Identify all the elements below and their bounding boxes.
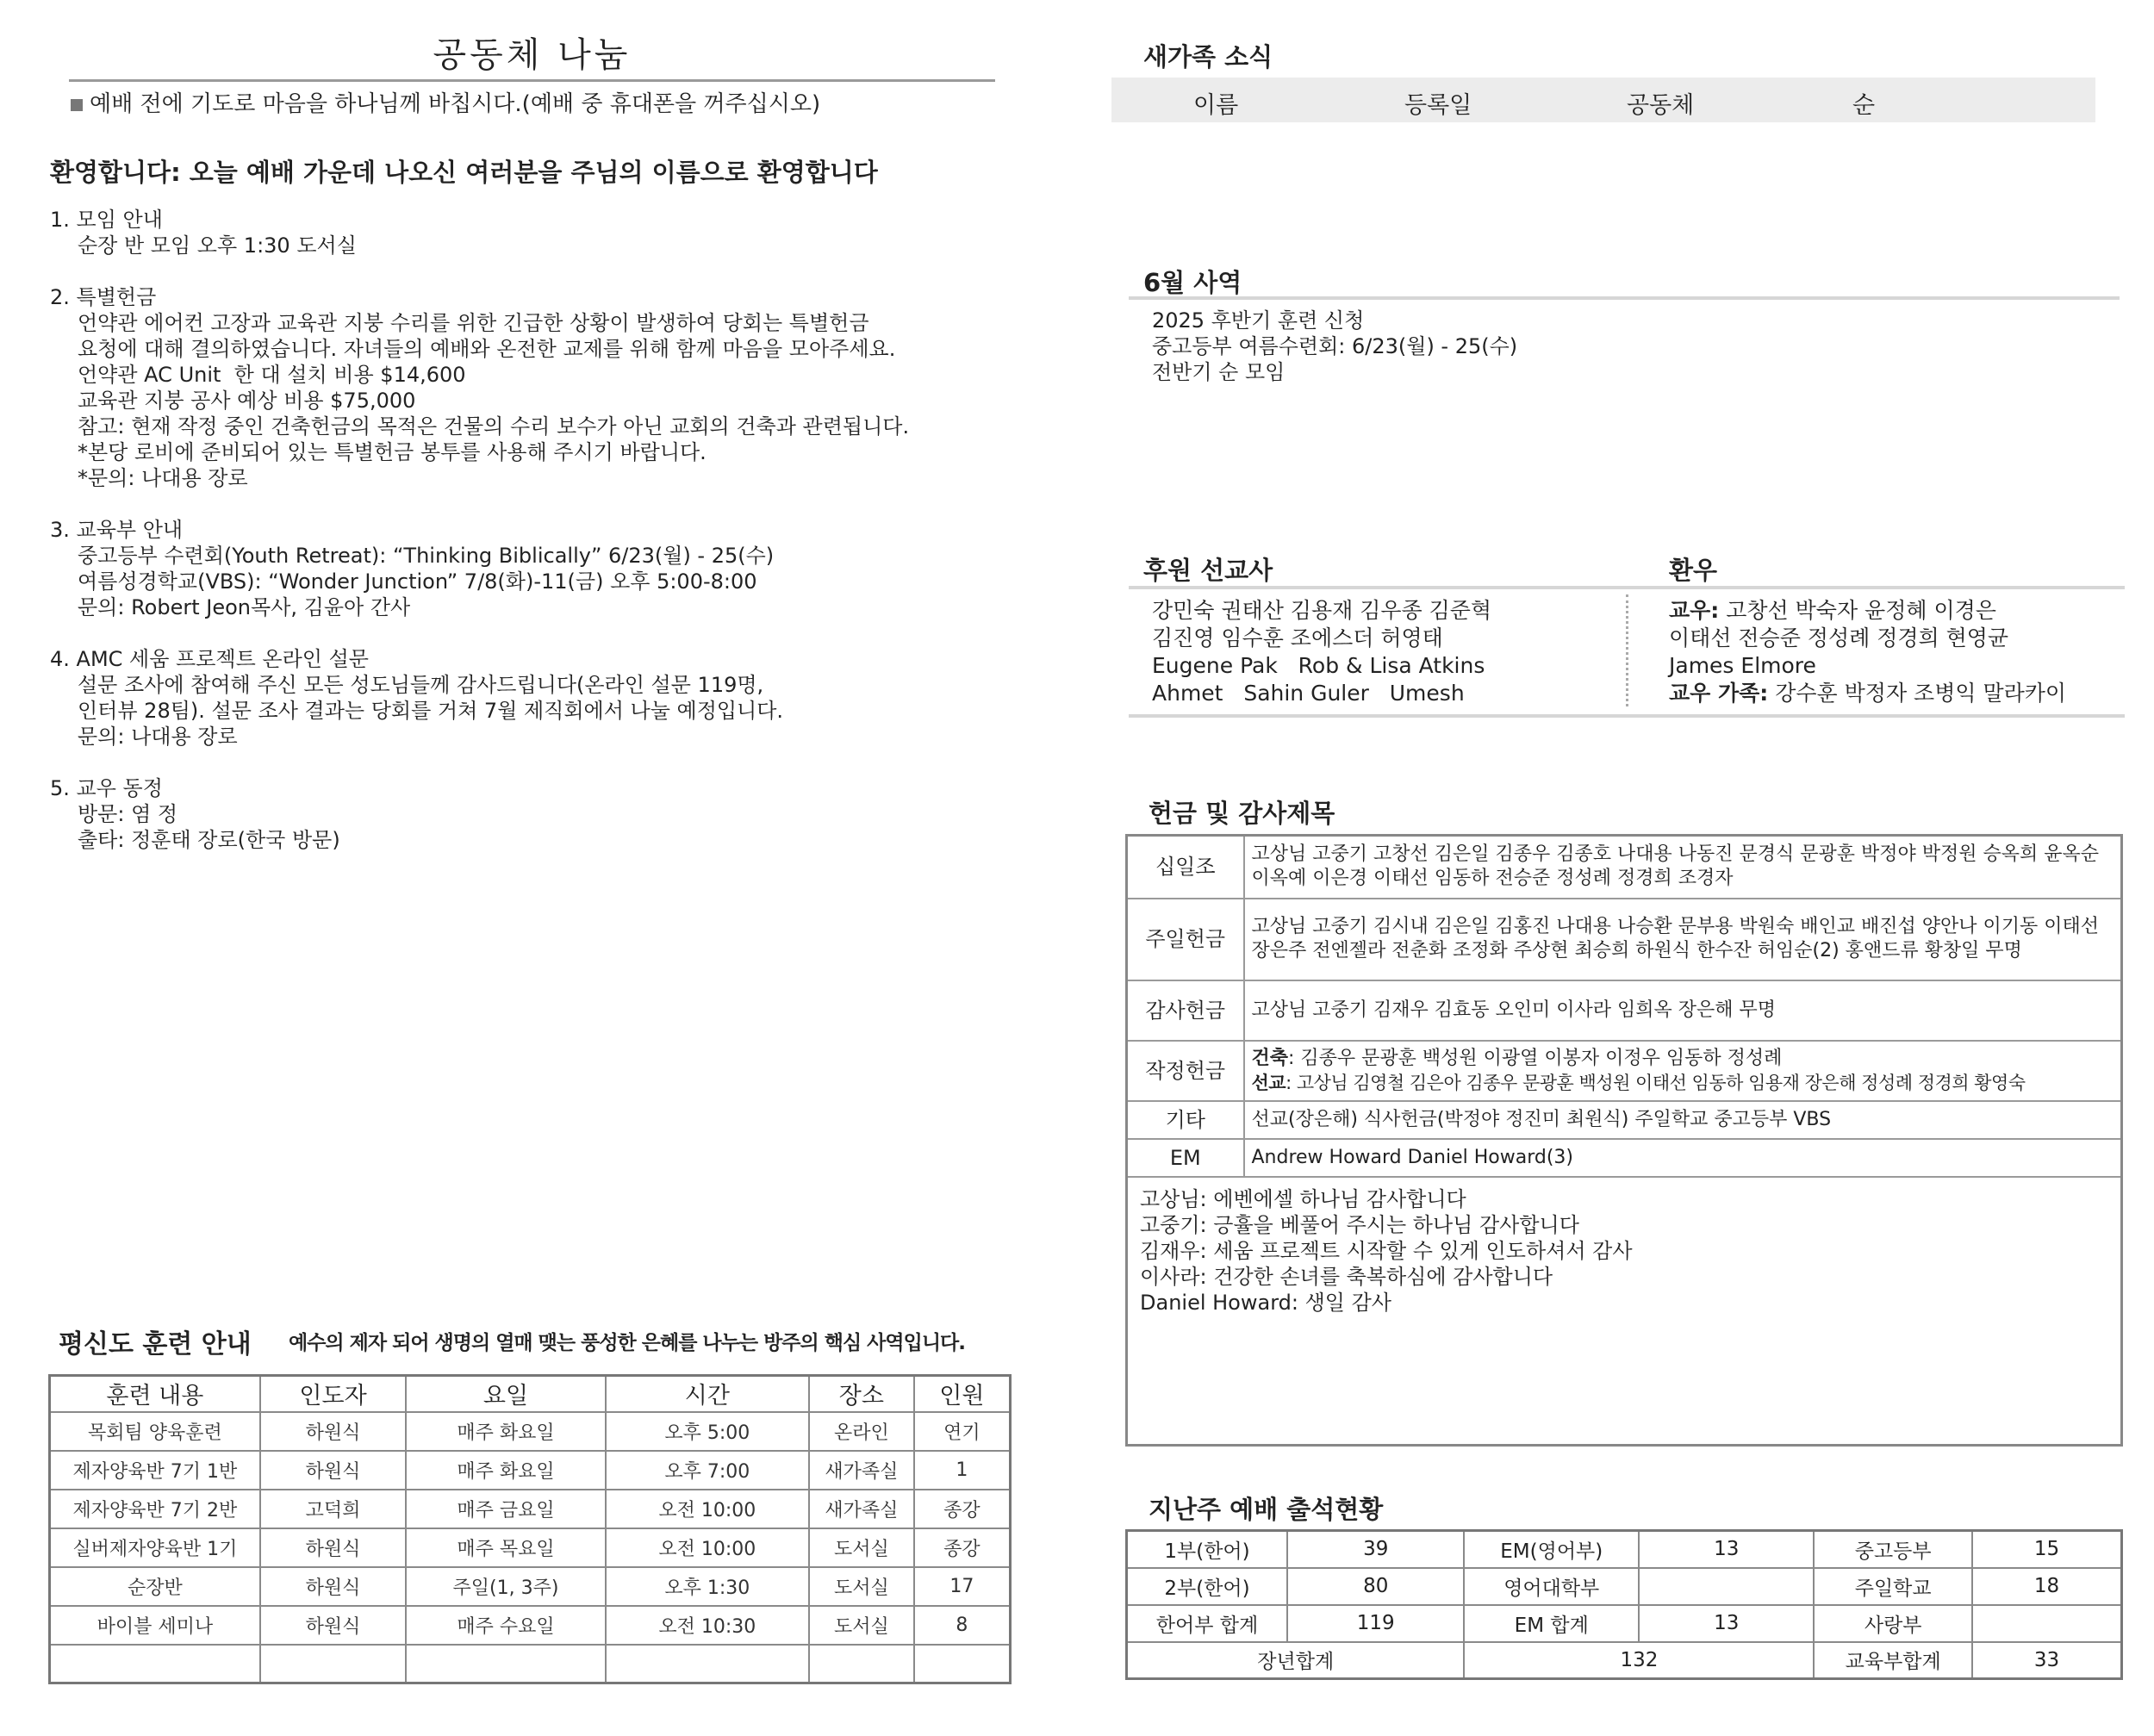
table-row: [50, 1645, 1011, 1683]
patients-title: 환우: [1669, 556, 1718, 585]
table-cell: 하원식: [260, 1528, 407, 1567]
patients-label-member: 교우:: [1669, 598, 1720, 623]
table-cell: 매주 화요일: [406, 1451, 605, 1490]
attendance-cell: 주일학교: [1814, 1568, 1971, 1605]
june-divider: [1129, 296, 2120, 300]
announcement-list: [50, 207, 909, 879]
table-cell: [606, 1645, 809, 1683]
thanks-notes: [1127, 1177, 2122, 1446]
announcement-heading: 5. 교우 동정: [50, 776, 163, 800]
missionary-top-divider: [1129, 586, 2125, 589]
announcement-line: 언약관 에어컨 고장과 교육관 지붕 수리를 위한 긴급한 상황이 발생하여 당회는 특별헌금: [78, 311, 869, 335]
attendance-row: [1127, 1531, 2122, 1568]
table-cell: 바이블 세미나: [50, 1606, 260, 1645]
announcement-line: 중고등부 수련회(Youth Retreat): “Thinking Biblically” 6/23(월) - 25(수): [78, 544, 775, 568]
offering-row-tithe: [1127, 836, 2122, 899]
attendance-cell: 중고등부: [1814, 1531, 1971, 1568]
attendance-row: [1127, 1568, 2122, 1605]
attendance-table: [1125, 1529, 2123, 1680]
pledge-building-label: 건축: [1251, 1047, 1289, 1069]
thanks-names: 고상님 고중기 김재우 김효동 오인미 이사라 임희옥 장은해 무명: [1244, 980, 2122, 1041]
training-table: [48, 1374, 1012, 1684]
announcement-line: *문의: 나대용 장로: [78, 466, 248, 490]
missionary-line-1: 강민숙 권태산 김용재 김우종 김준혁: [1152, 598, 1492, 623]
training-header-cell: 장소: [809, 1376, 914, 1412]
attendance-total-cell: 장년합계: [1127, 1642, 1465, 1679]
table-cell: 목회팀 양육훈련: [50, 1412, 260, 1451]
table-cell: 고덕희: [260, 1490, 407, 1528]
offering-row-em: [1127, 1139, 2122, 1177]
missionary-bottom-divider: [1129, 714, 2125, 718]
offering-row-thanks: [1127, 980, 2122, 1041]
table-cell: 온라인: [809, 1412, 914, 1451]
attendance-cell: 2부(한어): [1127, 1568, 1288, 1605]
june-line-2: 중고등부 여름수련회: 6/23(월) - 25(수): [1152, 334, 1518, 358]
table-cell: 매주 수요일: [406, 1606, 605, 1645]
announcement-line: 여름성경학교(VBS): “Wonder Junction” 7/8(화)-11(금) 오후 5:00-8:00: [78, 569, 757, 594]
missionary-line-3: Eugene Pak Rob & Lisa Atkins: [1152, 653, 1485, 678]
attendance-title: 지난주 예배 출석현황: [1149, 1495, 1384, 1524]
attendance-cell: EM 합계: [1464, 1605, 1639, 1642]
table-cell: 연기: [914, 1412, 1011, 1451]
training-title: 평신도 훈련 안내: [59, 1329, 252, 1360]
newfamily-header: [1111, 78, 2095, 122]
attendance-cell: 1부(한어): [1127, 1531, 1288, 1568]
table-cell: 새가족실: [809, 1451, 914, 1490]
table-cell: 오전 10:00: [606, 1490, 809, 1528]
em-label: EM: [1127, 1139, 1244, 1177]
patients-line-2: 이태선 전승준 정성례 정경희 현영균: [1669, 625, 2009, 650]
table-cell: [406, 1645, 605, 1683]
training-header-cell: 요일: [406, 1376, 605, 1412]
thanks-note: 김재우: 세움 프로젝트 시작할 수 있게 인도하셔서 감사: [1140, 1238, 1633, 1263]
attendance-cell: 한어부 합계: [1127, 1605, 1288, 1642]
table-cell: 8: [914, 1606, 1011, 1645]
announcement-line: 인터뷰 28팀). 설문 조사 결과는 당회를 거쳐 7월 제직회에서 나눌 예정입니다.: [78, 699, 784, 723]
table-cell: 도서실: [809, 1567, 914, 1606]
table-cell: [809, 1645, 914, 1683]
table-cell: 오후 5:00: [606, 1412, 809, 1451]
attendance-cell: EM(영어부): [1464, 1531, 1639, 1568]
tithe-label: 십일조: [1127, 836, 1244, 899]
table-cell: 하원식: [260, 1567, 407, 1606]
table-cell: 도서실: [809, 1528, 914, 1567]
announcement-line: 언약관 AC Unit 한 대 설치 비용 $14,600: [78, 363, 466, 387]
thanks-note: 고중기: 긍휼을 베풀어 주시는 하나님 감사합니다: [1140, 1212, 1579, 1237]
pledge-mission-label: 선교: [1251, 1072, 1286, 1093]
patients-members: 고창선 박숙자 윤정혜 이경은: [1719, 598, 1996, 623]
square-bullet-icon: [71, 99, 83, 111]
newfamily-col-name: 이름: [1193, 92, 1239, 119]
title-divider: [69, 79, 995, 82]
thanks-note: Daniel Howard: 생일 감사: [1140, 1290, 1391, 1315]
em-names: Andrew Howard Daniel Howard(3): [1244, 1139, 2122, 1177]
table-row: [50, 1567, 1011, 1606]
table-cell: 주일(1, 3주): [406, 1567, 605, 1606]
offering-row-sunday: [1127, 899, 2122, 980]
pledge-building-names: : 김종우 문광훈 백성원 이광열 이봉자 이정우 임동하 정성례: [1288, 1047, 1783, 1069]
newfamily-col-community: 공동체: [1627, 92, 1695, 119]
table-cell: 실버제자양육반 1기: [50, 1528, 260, 1567]
table-cell: 도서실: [809, 1606, 914, 1645]
attendance-row: [1127, 1605, 2122, 1642]
attendance-body: [1127, 1531, 2122, 1679]
newfamily-col-date: 등록일: [1404, 92, 1472, 119]
attendance-cell: 39: [1287, 1531, 1464, 1568]
training-body: [50, 1412, 1011, 1683]
table-row: [50, 1528, 1011, 1567]
announcement-line: 참고: 현재 작정 중인 건축헌금의 목적은 건물의 수리 보수가 아닌 교회의 건축과 관련됩니다.: [78, 414, 910, 439]
missionary-line-2: 김진영 임수훈 조에스더 허영태: [1152, 625, 1443, 650]
announcement-heading: 3. 교육부 안내: [50, 518, 184, 542]
thanks-label: 감사헌금: [1127, 980, 1244, 1041]
newfamily-title: 새가족 소식: [1143, 42, 1273, 72]
patients-family: 강수훈 박정자 조병익 말라카이: [1768, 681, 2067, 706]
announcement-line: 문의: 나대용 장로: [78, 725, 238, 749]
offering-row-notes: [1127, 1177, 2122, 1446]
attendance-cell: 영어대학부: [1464, 1568, 1639, 1605]
patients-line-1: [1669, 597, 1996, 625]
column-dotted-divider: [1626, 594, 1628, 706]
table-cell: 하원식: [260, 1412, 407, 1451]
worship-notice: [71, 91, 820, 117]
table-cell: 종강: [914, 1528, 1011, 1567]
table-cell: 제자양육반 7기 2반: [50, 1490, 260, 1528]
table-cell: 종강: [914, 1490, 1011, 1528]
table-cell: 하원식: [260, 1451, 407, 1490]
worship-notice-text: 예배 전에 기도로 마음을 하나님께 바칩시다.(예배 중 휴대폰을 꺼주십시오): [90, 91, 821, 117]
attendance-cell: [1972, 1605, 2122, 1642]
announcement-line: 순장 반 모임 오후 1:30 도서실: [78, 233, 357, 258]
attendance-cell: 15: [1972, 1531, 2122, 1568]
table-cell: 순장반: [50, 1567, 260, 1606]
attendance-total-cell: 132: [1464, 1642, 1814, 1679]
offering-table: [1125, 834, 2123, 1447]
attendance-cell: 80: [1287, 1568, 1464, 1605]
attendance-total-cell: 33: [1972, 1642, 2122, 1679]
pledge-label: 작정헌금: [1127, 1041, 1244, 1101]
announcement-heading: 1. 모임 안내: [50, 208, 163, 232]
table-cell: 하원식: [260, 1606, 407, 1645]
table-cell: 매주 화요일: [406, 1412, 605, 1451]
announcement-item: [50, 284, 909, 491]
table-cell: [914, 1645, 1011, 1683]
sunday-label: 주일헌금: [1127, 899, 1244, 980]
patients-label-family: 교우 가족:: [1669, 681, 1769, 706]
announcement-line: 요청에 대해 결의하였습니다. 자녀들의 예배와 온전한 교제를 위해 함께 마음을 모아주세요.: [78, 337, 896, 361]
table-cell: 새가족실: [809, 1490, 914, 1528]
training-header-row: [50, 1376, 1011, 1412]
attendance-cell: 119: [1287, 1605, 1464, 1642]
table-cell: 17: [914, 1567, 1011, 1606]
announcement-item: [50, 646, 909, 750]
training-header-cell: 인도자: [260, 1376, 407, 1412]
missionary-line-4: Ahmet Sahin Guler Umesh: [1152, 681, 1465, 706]
announcement-line: 출타: 정훈태 장로(한국 방문): [78, 828, 340, 852]
attendance-cell: 13: [1639, 1531, 1814, 1568]
training-header-cell: 인원: [914, 1376, 1011, 1412]
announcement-line: 방문: 염 정: [78, 802, 178, 826]
tithe-names: 고상님 고중기 고창선 김은일 김종우 김종호 나대용 나동진 문경식 문광훈 박정야 박정원 승옥희 윤옥순 이옥예 이은경 이태선 임동하 전승준 정성례 정경희 조경자: [1244, 836, 2122, 899]
announcement-item: [50, 207, 909, 258]
thanks-note: 이사라: 건강한 손녀를 축복하심에 감사합니다: [1140, 1264, 1553, 1289]
welcome-heading: 환영합니다: 오늘 예배 가운데 나오신 여러분을 주님의 이름으로 환영합니다: [50, 158, 878, 187]
attendance-cell: 사랑부: [1814, 1605, 1971, 1642]
offering-row-etc: [1127, 1101, 2122, 1139]
announcement-line: *본당 로비에 준비되어 있는 특별헌금 봉투를 사용해 주시기 바랍니다.: [78, 440, 707, 464]
announcement-heading: 2. 특별헌금: [50, 285, 157, 309]
newfamily-col-group: 순: [1852, 92, 1876, 119]
offering-row-pledge: [1127, 1041, 2122, 1101]
announcement-item: [50, 775, 909, 853]
table-cell: 매주 금요일: [406, 1490, 605, 1528]
june-line-3: 전반기 순 모임: [1152, 360, 1286, 384]
june-title: 6월 사역: [1143, 268, 1242, 297]
announcement-item: [50, 517, 909, 620]
attendance-cell: 18: [1972, 1568, 2122, 1605]
pledge-mission-names: : 고상님 김영철 김은아 김종우 문광훈 백성원 이태선 임동하 임용재 장은해 정성례 정경희 황영숙: [1286, 1072, 2026, 1093]
page-title: 공동체 나눔: [433, 35, 632, 75]
table-cell: 오전 10:00: [606, 1528, 809, 1567]
sunday-names: 고상님 고중기 김시내 김은일 김홍진 나대용 나승환 문부용 박원숙 배인교 배진섭 양안나 이기동 이태선 장은주 전엔젤라 전춘화 조정화 주상현 최승희 하원식 한수잔 허임순(2) 홍앤드류 황창일 무명: [1244, 899, 2122, 980]
announcement-line: 문의: Robert Jeon목사, 김윤아 간사: [78, 595, 411, 619]
attendance-cell: [1639, 1568, 1814, 1605]
table-cell: [260, 1645, 407, 1683]
table-row: [50, 1606, 1011, 1645]
announcement-heading: 4. AMC 세움 프로젝트 온라인 설문: [50, 647, 369, 671]
pledge-building: [1252, 1047, 2114, 1071]
etc-names: 선교(장은해) 식사헌금(박정야 정진미 최원식) 주일학교 중고등부 VBS: [1244, 1101, 2122, 1139]
patients-line-4: [1669, 680, 2066, 707]
pledge-names: [1244, 1041, 2122, 1101]
missionary-title: 후원 선교사: [1143, 556, 1273, 585]
training-header-cell: 시간: [606, 1376, 809, 1412]
june-line-1: 2025 후반기 훈련 신청: [1152, 308, 1365, 333]
table-cell: 1: [914, 1451, 1011, 1490]
patients-line-3: James Elmore: [1669, 653, 1816, 678]
table-cell: 오후 7:00: [606, 1451, 809, 1490]
training-header-cell: 훈련 내용: [50, 1376, 260, 1412]
announcement-line: 교육관 지붕 공사 예상 비용 $75,000: [78, 389, 416, 413]
attendance-cell: 13: [1639, 1605, 1814, 1642]
table-row: [50, 1490, 1011, 1528]
table-cell: 오전 10:30: [606, 1606, 809, 1645]
table-cell: [50, 1645, 260, 1683]
attendance-total-cell: 교육부합계: [1814, 1642, 1971, 1679]
offering-title: 헌금 및 감사제목: [1149, 799, 1335, 828]
pledge-mission: [1252, 1071, 2114, 1095]
attendance-total-row: [1127, 1642, 2122, 1679]
table-cell: 제자양육반 7기 1반: [50, 1451, 260, 1490]
table-cell: 오후 1:30: [606, 1567, 809, 1606]
training-subtitle: 예수의 제자 되어 생명의 열매 맺는 풍성한 은혜를 나누는 방주의 핵심 사역입니다.: [289, 1332, 966, 1354]
thanks-note: 고상님: 에벤에셀 하나님 감사합니다: [1140, 1186, 1466, 1211]
table-row: [50, 1412, 1011, 1451]
etc-label: 기타: [1127, 1101, 1244, 1139]
announcement-line: 설문 조사에 참여해 주신 모든 성도님들께 감사드립니다(온라인 설문 119명,: [78, 673, 764, 697]
table-row: [50, 1451, 1011, 1490]
table-cell: 매주 목요일: [406, 1528, 605, 1567]
